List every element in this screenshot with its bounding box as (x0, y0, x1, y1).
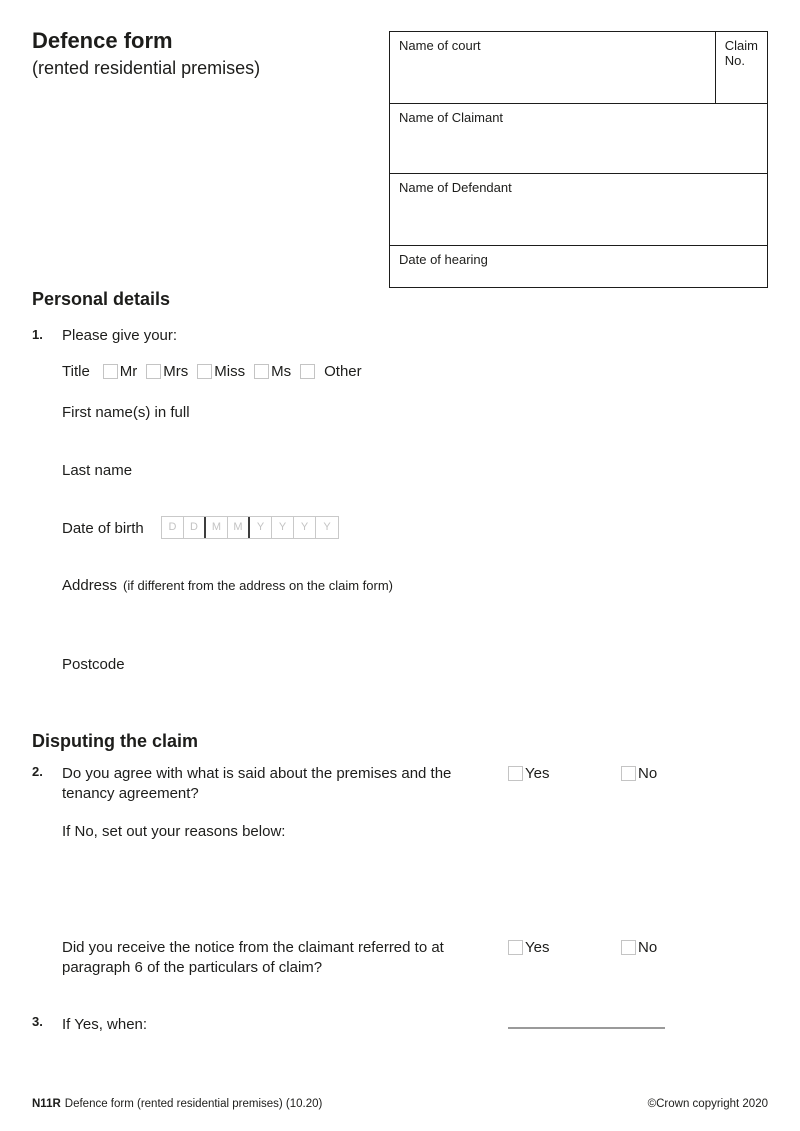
first-name-write-area[interactable] (62, 425, 768, 457)
mrs-label: Mrs (163, 363, 189, 380)
reasons-prompt: If No, set out your reasons below: (62, 823, 286, 840)
notice-no-checkbox[interactable] (621, 940, 636, 955)
address-label-row (62, 576, 393, 596)
notice-no-option (621, 939, 657, 956)
name-of-defendant-label: Name of Defendant (399, 180, 512, 195)
form-code: N11R (32, 1098, 61, 1110)
personal-details-heading: Personal details (32, 289, 171, 309)
notice-no-label: No (638, 939, 658, 956)
q2-question: Do you agree with what is said about the premises and the tenancy agreement? (62, 765, 452, 802)
title-option-mr (103, 363, 138, 380)
defendant-row (390, 174, 767, 246)
address-label: Address (62, 577, 118, 594)
address-note: (if different from the address on the claim form) (123, 578, 394, 593)
mr-label: Mr (119, 363, 138, 380)
dob-day-cell-2[interactable]: D (184, 517, 206, 538)
other-checkbox[interactable] (300, 364, 315, 379)
dob-year-cell-3[interactable]: Y (294, 517, 316, 538)
title-option-other (300, 363, 362, 380)
claimant-row (390, 104, 767, 174)
hearing-row (390, 246, 767, 287)
item-2-number: 2. (32, 764, 43, 779)
q2-yes-label: Yes (525, 765, 550, 782)
notice-yes-checkbox[interactable] (508, 940, 523, 955)
postcode-label: Postcode (62, 656, 125, 673)
crown-copyright: ©Crown copyright 2020 (647, 1098, 768, 1110)
q1-prompt: Please give your: (62, 327, 178, 344)
court-claim-row (390, 32, 767, 104)
address-write-area[interactable] (62, 600, 768, 648)
title-checkbox-row (62, 363, 371, 380)
dob-month-cell-1[interactable]: M (206, 517, 228, 538)
name-of-claimant-field[interactable] (390, 104, 767, 173)
title-option-ms (254, 363, 291, 380)
miss-label: Miss (214, 363, 246, 380)
notice-question: Did you receive the notice from the claimant referred to at paragraph 6 of the particulars of claim? (62, 939, 444, 976)
page-subtitle: (rented residential premises) (32, 58, 261, 78)
title-option-miss (197, 363, 245, 380)
q2-yes-checkbox[interactable] (508, 766, 523, 781)
form-code-title: Defence form (rented residential premises) (10.20) (64, 1098, 323, 1110)
footer-form-reference (32, 1098, 322, 1110)
q2-no-checkbox[interactable] (621, 766, 636, 781)
name-of-claimant-label: Name of Claimant (399, 110, 504, 125)
other-label: Other (324, 363, 362, 380)
name-of-court-label: Name of court (399, 38, 481, 53)
notice-yes-option (508, 939, 549, 956)
item-1-number: 1. (32, 327, 43, 342)
claim-no-field[interactable] (716, 32, 767, 103)
title-option-mrs (146, 363, 188, 380)
q2-no-label: No (638, 765, 658, 782)
item-3-number: 3. (32, 1014, 43, 1029)
date-of-hearing-label: Date of hearing (399, 252, 488, 267)
date-of-birth-boxes (161, 516, 339, 539)
name-of-court-field[interactable] (390, 32, 716, 103)
page-title: Defence form (32, 28, 173, 53)
dob-day-cell-1[interactable]: D (162, 517, 184, 538)
ms-label: Ms (271, 363, 292, 380)
q2-yes-option (508, 765, 549, 782)
mr-checkbox[interactable] (103, 364, 118, 379)
date-of-hearing-field[interactable] (390, 246, 767, 287)
date-of-birth-label: Date of birth (62, 520, 144, 537)
dob-year-cell-2[interactable]: Y (272, 517, 294, 538)
miss-checkbox[interactable] (197, 364, 212, 379)
q2-no-option (621, 765, 657, 782)
ms-checkbox[interactable] (254, 364, 269, 379)
last-name-write-area[interactable] (62, 483, 768, 513)
title-label: Title (62, 363, 90, 380)
name-of-defendant-field[interactable] (390, 174, 767, 245)
court-details-box (389, 31, 768, 288)
if-yes-when-field[interactable] (508, 1027, 665, 1029)
first-name-label: First name(s) in full (62, 404, 190, 421)
mrs-checkbox[interactable] (146, 364, 161, 379)
claim-no-label: Claim No. (724, 38, 758, 68)
q3-prompt: If Yes, when: (62, 1016, 148, 1033)
dob-month-cell-2[interactable]: M (228, 517, 250, 538)
notice-yes-label: Yes (525, 939, 550, 956)
dob-year-cell-4[interactable]: Y (323, 521, 331, 533)
reasons-write-area[interactable] (62, 845, 768, 930)
last-name-label: Last name (62, 462, 133, 479)
dob-year-cell-1[interactable]: Y (250, 517, 272, 538)
disputing-claim-heading: Disputing the claim (32, 731, 199, 751)
postcode-write-area[interactable] (138, 652, 358, 676)
